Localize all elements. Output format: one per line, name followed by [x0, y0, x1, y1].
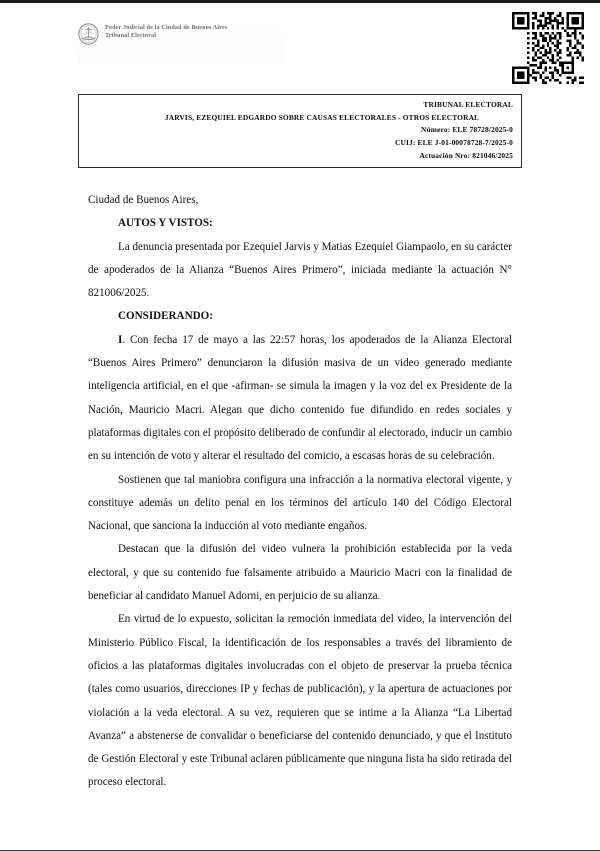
- paragraph-sostienen: Sostienen que tal maniobra configura una infracción a la normativa electoral vigente, y constituye además un delito penal en los términos del artículo 140 del Código Electoral Nacional, que sanciona la inducción al voto mediante engaños.: [88, 473, 512, 533]
- paragraph-considerando-i: [88, 329, 512, 469]
- document-page: [0, 3, 600, 850]
- paragraph-destacan: Destacan que la difusión del video vulnera la prohibición establecida por la veda electoral, y que su contenido fue falsamente atribuido a Mauricio Macri con la finalidad de beneficiar al candidato Manuel Adorni, en perjuicio de su alianza.: [88, 543, 512, 603]
- paragraph-marker-i: I: [118, 333, 123, 346]
- case-caption-box: [78, 94, 522, 168]
- letterhead: [78, 21, 283, 63]
- heading-autos-y-vistos: AUTOS Y VISTOS:: [118, 217, 213, 230]
- letterhead-line-2: Tribunal Electoral: [105, 32, 157, 40]
- heading-considerando: CONSIDERANDO:: [118, 310, 213, 323]
- qr-code-icon: [512, 12, 584, 84]
- paragraph-considerando-i-text: . Con fecha 17 de mayo a las 22:57 horas, los apoderados de la Alianza Electoral “Buenos Aires Primero” denunciaron la difusión masiva de un video generado mediante inteligencia artificial, en el que -afirman- se simula la imagen y la voz del ex Presidente de la Nación, Mauricio Macri. Alegan que dicho contenido fue difundido en redes sociales y plataformas digitales con el propósito deliberado de confundir al electorado, inducir un cambio en su intención de voto y alterar el resultado del comicio, a escasas horas de su celebración.: [88, 333, 512, 463]
- page-header: [0, 12, 600, 88]
- letterhead-line-1: Poder Judicial de la Ciudad de Buenos Aires: [105, 24, 228, 31]
- place-line: Ciudad de Buenos Aires,: [88, 194, 199, 206]
- paragraph-en-virtud: En virtud de lo expuesto, solicitan la remoción inmediata del video, la intervención del Ministerio Público Fiscal, la identificación de los responsables a través del libramiento de oficios a las plataformas digitales involucradas con el objeto de preservar la prueba técnica (tales como usuarios, direcciones IP y fechas de publicación), y la apertura de actuaciones por violación a la veda electoral. A su vez, requieren que se intime a la Alianza “La Libertad Avanza” a abstenerse de convalidar o beneficiarse del contenido denunciado, y que el Instituto de Gestión Electoral y este Tribunal aclaren públicamente que ninguna lista ha sido retirada del proceso electoral.: [88, 613, 512, 789]
- caption-cuij: CUIJ: ELE J-01-00078728-7/2025-0: [394, 138, 513, 148]
- letterhead-text-block: [105, 21, 227, 41]
- caption-actuacion-nro: Actuación Nro: 821046/2025: [419, 150, 513, 160]
- buenos-aires-coat-of-arms-seal-icon: [78, 23, 99, 45]
- paragraph-denuncia: La denuncia presentada por Ezequiel Jarvis y Matias Ezequiel Giampaolo, en su carácter de apoderados de la Alianza “Buenos Aires Primero”, iniciada mediante la actuación N° 821006/2025.: [88, 240, 512, 300]
- caption-case-title: JARVIS, EZEQUIEL EDGARDO SOBRE CAUSAS ELECTORALES - OTROS ELECTORAL: [164, 112, 480, 122]
- document-body: [88, 189, 512, 795]
- caption-numero: Número: ELE 78728/2025-0: [421, 125, 513, 135]
- caption-court-name: TRIBUNAL ELECTORAL: [423, 100, 513, 109]
